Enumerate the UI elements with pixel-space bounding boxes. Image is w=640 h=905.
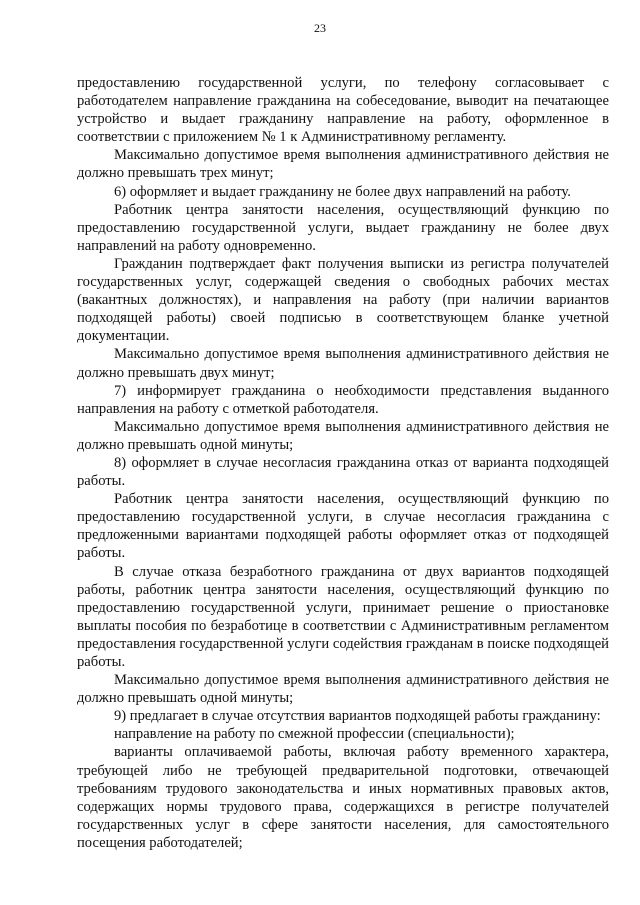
paragraph: Максимально допустимое время выполнения административного действия не должно превышать двух минут; [77,346,609,381]
paragraph: В случае отказа безработного гражданина от двух вариантов подходящей работы, работник центра занятости населения, осуществляющий функцию по предоставлению государственной услуги, принимает решение о приостановке выплаты пособия по безработице в соответствии с Административным регламентом предоставления государственной услуги содействия гражданам в поиске подходящей работы. [77,563,609,670]
paragraph: Максимально допустимое время выполнения административного действия не должно превышать одной минуты; [77,418,609,453]
paragraph: варианты оплачиваемой работы, включая работу временного характера, требующей либо не требующей предварительной подготовки, отвечающей требованиям трудового законодательства и иных нормативных правовых актов, содержащих нормы трудового права, содержащихся в регистре получателей государственных услуг в сфере занятости населения, для самостоятельного посещения работодателей; [77,744,609,851]
paragraph: 6) оформляет и выдает гражданину не более двух направлений на работу. [114,183,571,200]
paragraph: 8) оформляет в случае несогласия гражданина отказ от варианта подходящей работы. [77,454,609,490]
paragraph: Работник центра занятости населения, осуществляющий функцию по предоставлению государственной услуги, в случае несогласия гражданина с предложенными вариантами подходящей работы оформляет отказ от подходящей работы. [77,491,609,562]
paragraph: предоставлению государственной услуги, по телефону согласовывает с работодателем направление гражданина на собеседование, выводит на печатающее устройство и выдает гражданину направление на работу, оформленное в соответствии с приложением № 1 к Административному регламенту. [77,75,609,146]
paragraph: Работник центра занятости населения, осуществляющий функцию по предоставлению государственной услуги, выдает гражданину не более двух направлений на работу одновременно. [77,201,609,254]
paragraph: Гражданин подтверждает факт получения выписки из регистра получателей государственных услуг, содержащей сведения о свободных рабочих местах (вакантных должностях), и направления на работу (при наличии вариантов подходящей работы) своей подписью в соответствующем бланке учетной документации. [77,255,609,345]
paragraph: Максимально допустимое время выполнения административного действия не должно превышать одной минуты; [77,672,609,707]
page-number: 23 [314,21,326,35]
paragraph: 7) информирует гражданина о необходимости представления выданного направления на работу с отметкой работодателя. [77,382,609,417]
paragraph: 9) предлагает в случае отсутствия вариантов подходящей работы гражданину: [114,708,601,725]
document-body [77,74,609,852]
paragraph: Максимально допустимое время выполнения административного действия не должно превышать трех минут; [77,147,609,182]
paragraph: направление на работу по смежной профессии (специальности); [114,726,515,743]
